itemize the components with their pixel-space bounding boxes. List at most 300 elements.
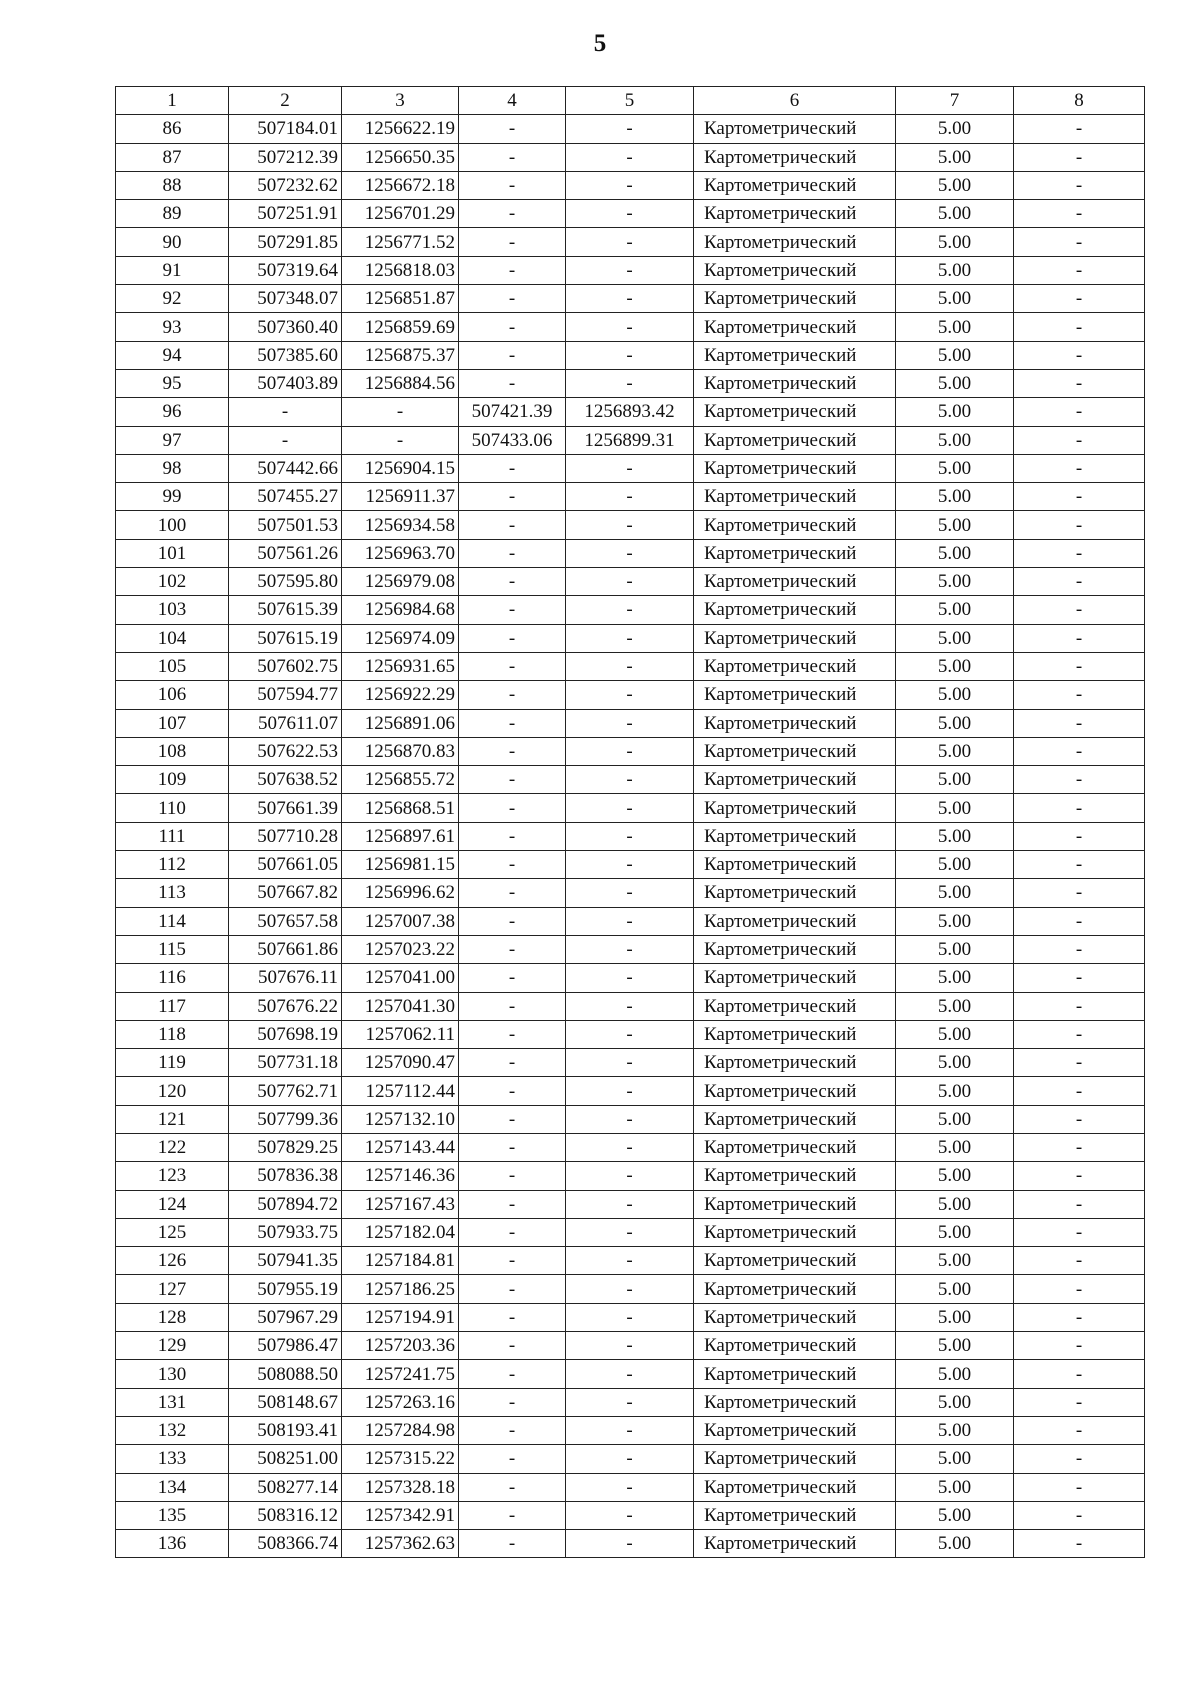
x-coordinate-cell: 507442.66 (229, 454, 342, 482)
note-cell: - (1014, 1303, 1145, 1331)
method-cell: Картометрический (694, 483, 896, 511)
method-cell: Картометрический (694, 964, 896, 992)
y-coordinate-cell: 1257342.91 (342, 1501, 459, 1529)
new-y-coordinate-cell: - (566, 200, 694, 228)
note-cell: - (1014, 1388, 1145, 1416)
method-cell: Картометрический (694, 256, 896, 284)
new-y-coordinate-cell: - (566, 1501, 694, 1529)
new-y-coordinate-cell: - (566, 228, 694, 256)
y-coordinate-cell: 1257284.98 (342, 1416, 459, 1444)
point-number-cell: 125 (116, 1218, 229, 1246)
new-y-coordinate-cell: - (566, 1303, 694, 1331)
column-header: 1 (116, 87, 229, 115)
new-x-coordinate-cell: - (459, 1162, 566, 1190)
y-coordinate-cell: 1256984.68 (342, 596, 459, 624)
note-cell: - (1014, 143, 1145, 171)
y-coordinate-cell: 1257263.16 (342, 1388, 459, 1416)
x-coordinate-cell: 507986.47 (229, 1332, 342, 1360)
x-coordinate-cell: 507615.39 (229, 596, 342, 624)
method-cell: Картометрический (694, 1388, 896, 1416)
method-cell: Картометрический (694, 624, 896, 652)
method-cell: Картометрический (694, 1501, 896, 1529)
y-coordinate-cell: 1257315.22 (342, 1445, 459, 1473)
new-x-coordinate-cell: - (459, 1049, 566, 1077)
new-x-coordinate-cell: - (459, 1332, 566, 1360)
accuracy-cell: 5.00 (896, 1360, 1014, 1388)
new-x-coordinate-cell: - (459, 851, 566, 879)
x-coordinate-cell: 507698.19 (229, 1020, 342, 1048)
note-cell: - (1014, 228, 1145, 256)
new-x-coordinate-cell: - (459, 1473, 566, 1501)
note-cell: - (1014, 369, 1145, 397)
point-number-cell: 118 (116, 1020, 229, 1048)
x-coordinate-cell: 508251.00 (229, 1445, 342, 1473)
accuracy-cell: 5.00 (896, 681, 1014, 709)
method-cell: Картометрический (694, 1105, 896, 1133)
accuracy-cell: 5.00 (896, 1473, 1014, 1501)
point-number-cell: 89 (116, 200, 229, 228)
y-coordinate-cell: 1257007.38 (342, 907, 459, 935)
new-y-coordinate-cell: - (566, 1530, 694, 1558)
method-cell: Картометрический (694, 143, 896, 171)
y-coordinate-cell: 1256981.15 (342, 851, 459, 879)
point-number-cell: 96 (116, 398, 229, 426)
table-row (116, 851, 1145, 879)
y-coordinate-cell: 1256818.03 (342, 256, 459, 284)
x-coordinate-cell: 507611.07 (229, 709, 342, 737)
new-y-coordinate-cell: - (566, 369, 694, 397)
accuracy-cell: 5.00 (896, 992, 1014, 1020)
page-number: 5 (593, 30, 607, 57)
new-y-coordinate-cell: - (566, 313, 694, 341)
accuracy-cell: 5.00 (896, 285, 1014, 313)
new-y-coordinate-cell: - (566, 766, 694, 794)
point-number-cell: 126 (116, 1247, 229, 1275)
accuracy-cell: 5.00 (896, 1275, 1014, 1303)
method-cell: Картометрический (694, 766, 896, 794)
note-cell: - (1014, 624, 1145, 652)
point-number-cell: 133 (116, 1445, 229, 1473)
point-number-cell: 86 (116, 115, 229, 143)
table-row (116, 935, 1145, 963)
point-number-cell: 122 (116, 1133, 229, 1161)
new-x-coordinate-cell: - (459, 964, 566, 992)
point-number-cell: 117 (116, 992, 229, 1020)
table-row (116, 1388, 1145, 1416)
method-cell: Картометрический (694, 1445, 896, 1473)
note-cell: - (1014, 1416, 1145, 1444)
x-coordinate-cell: 507667.82 (229, 879, 342, 907)
new-x-coordinate-cell: - (459, 737, 566, 765)
x-coordinate-cell: 507319.64 (229, 256, 342, 284)
table-row (116, 652, 1145, 680)
accuracy-cell: 5.00 (896, 964, 1014, 992)
note-cell: - (1014, 851, 1145, 879)
accuracy-cell: 5.00 (896, 737, 1014, 765)
new-y-coordinate-cell: - (566, 483, 694, 511)
new-x-coordinate-cell: - (459, 822, 566, 850)
table-row (116, 341, 1145, 369)
method-cell: Картометрический (694, 228, 896, 256)
method-cell: Картометрический (694, 1530, 896, 1558)
x-coordinate-cell: 507360.40 (229, 313, 342, 341)
y-coordinate-cell: 1256904.15 (342, 454, 459, 482)
y-coordinate-cell: 1256934.58 (342, 511, 459, 539)
method-cell: Картометрический (694, 1218, 896, 1246)
y-coordinate-cell: 1257194.91 (342, 1303, 459, 1331)
note-cell: - (1014, 794, 1145, 822)
table-row (116, 285, 1145, 313)
note-cell: - (1014, 737, 1145, 765)
new-y-coordinate-cell: - (566, 794, 694, 822)
y-coordinate-cell: 1257167.43 (342, 1190, 459, 1218)
note-cell: - (1014, 992, 1145, 1020)
point-number-cell: 103 (116, 596, 229, 624)
table-row (116, 1473, 1145, 1501)
accuracy-cell: 5.00 (896, 879, 1014, 907)
accuracy-cell: 5.00 (896, 1332, 1014, 1360)
point-number-cell: 120 (116, 1077, 229, 1105)
y-coordinate-cell: 1256650.35 (342, 143, 459, 171)
y-coordinate-cell: 1256979.08 (342, 568, 459, 596)
new-x-coordinate-cell: - (459, 992, 566, 1020)
note-cell: - (1014, 568, 1145, 596)
x-coordinate-cell: 507615.19 (229, 624, 342, 652)
note-cell: - (1014, 1275, 1145, 1303)
y-coordinate-cell: 1256974.09 (342, 624, 459, 652)
note-cell: - (1014, 1332, 1145, 1360)
point-number-cell: 100 (116, 511, 229, 539)
y-coordinate-cell: 1257362.63 (342, 1530, 459, 1558)
new-y-coordinate-cell: - (566, 964, 694, 992)
new-y-coordinate-cell: - (566, 568, 694, 596)
new-x-coordinate-cell: - (459, 1133, 566, 1161)
method-cell: Картометрический (694, 681, 896, 709)
point-number-cell: 99 (116, 483, 229, 511)
table-row (116, 1190, 1145, 1218)
method-cell: Картометрический (694, 737, 896, 765)
new-x-coordinate-cell: - (459, 1190, 566, 1218)
table-row (116, 200, 1145, 228)
point-number-cell: 93 (116, 313, 229, 341)
point-number-cell: 107 (116, 709, 229, 737)
accuracy-cell: 5.00 (896, 1530, 1014, 1558)
table-row (116, 454, 1145, 482)
point-number-cell: 112 (116, 851, 229, 879)
note-cell: - (1014, 1190, 1145, 1218)
point-number-cell: 88 (116, 171, 229, 199)
method-cell: Картометрический (694, 794, 896, 822)
y-coordinate-cell: 1257041.00 (342, 964, 459, 992)
x-coordinate-cell: 507661.05 (229, 851, 342, 879)
accuracy-cell: 5.00 (896, 766, 1014, 794)
new-x-coordinate-cell: - (459, 568, 566, 596)
accuracy-cell: 5.00 (896, 794, 1014, 822)
x-coordinate-cell: 507967.29 (229, 1303, 342, 1331)
new-x-coordinate-cell: - (459, 1501, 566, 1529)
point-number-cell: 123 (116, 1162, 229, 1190)
point-number-cell: 116 (116, 964, 229, 992)
table-row (116, 398, 1145, 426)
method-cell: Картометрический (694, 313, 896, 341)
new-y-coordinate-cell: 1256893.42 (566, 398, 694, 426)
method-cell: Картометрический (694, 1049, 896, 1077)
x-coordinate-cell: 507622.53 (229, 737, 342, 765)
new-y-coordinate-cell: - (566, 1275, 694, 1303)
point-number-cell: 87 (116, 143, 229, 171)
y-coordinate-cell: 1257184.81 (342, 1247, 459, 1275)
accuracy-cell: 5.00 (896, 1162, 1014, 1190)
y-coordinate-cell: 1257112.44 (342, 1077, 459, 1105)
table-row (116, 596, 1145, 624)
method-cell: Картометрический (694, 652, 896, 680)
x-coordinate-cell: 507594.77 (229, 681, 342, 709)
column-header: 5 (566, 87, 694, 115)
note-cell: - (1014, 1133, 1145, 1161)
y-coordinate-cell: 1257241.75 (342, 1360, 459, 1388)
new-x-coordinate-cell: - (459, 313, 566, 341)
note-cell: - (1014, 1218, 1145, 1246)
y-coordinate-cell: 1256672.18 (342, 171, 459, 199)
new-x-coordinate-cell: - (459, 115, 566, 143)
table-row (116, 228, 1145, 256)
point-number-cell: 121 (116, 1105, 229, 1133)
new-x-coordinate-cell: - (459, 935, 566, 963)
table-row (116, 709, 1145, 737)
new-x-coordinate-cell: - (459, 1105, 566, 1133)
new-y-coordinate-cell: - (566, 1416, 694, 1444)
new-y-coordinate-cell: 1256899.31 (566, 426, 694, 454)
new-y-coordinate-cell: - (566, 992, 694, 1020)
point-number-cell: 124 (116, 1190, 229, 1218)
new-x-coordinate-cell: - (459, 285, 566, 313)
new-x-coordinate-cell: - (459, 1303, 566, 1331)
new-y-coordinate-cell: - (566, 681, 694, 709)
accuracy-cell: 5.00 (896, 1133, 1014, 1161)
new-y-coordinate-cell: - (566, 596, 694, 624)
note-cell: - (1014, 1501, 1145, 1529)
point-number-cell: 135 (116, 1501, 229, 1529)
y-coordinate-cell: 1256996.62 (342, 879, 459, 907)
new-x-coordinate-cell: - (459, 596, 566, 624)
note-cell: - (1014, 1105, 1145, 1133)
accuracy-cell: 5.00 (896, 851, 1014, 879)
note-cell: - (1014, 454, 1145, 482)
new-x-coordinate-cell: - (459, 341, 566, 369)
accuracy-cell: 5.00 (896, 1190, 1014, 1218)
point-number-cell: 134 (116, 1473, 229, 1501)
new-x-coordinate-cell: - (459, 1360, 566, 1388)
note-cell: - (1014, 709, 1145, 737)
accuracy-cell: 5.00 (896, 1501, 1014, 1529)
accuracy-cell: 5.00 (896, 907, 1014, 935)
x-coordinate-cell: 507676.22 (229, 992, 342, 1020)
point-number-cell: 115 (116, 935, 229, 963)
accuracy-cell: 5.00 (896, 341, 1014, 369)
table-row (116, 1360, 1145, 1388)
y-coordinate-cell: 1257328.18 (342, 1473, 459, 1501)
table-row (116, 794, 1145, 822)
method-cell: Картометрический (694, 907, 896, 935)
y-coordinate-cell: 1256875.37 (342, 341, 459, 369)
x-coordinate-cell: 508088.50 (229, 1360, 342, 1388)
x-coordinate-cell: 507602.75 (229, 652, 342, 680)
y-coordinate-cell: 1257041.30 (342, 992, 459, 1020)
note-cell: - (1014, 1360, 1145, 1388)
x-coordinate-cell: 507829.25 (229, 1133, 342, 1161)
point-number-cell: 109 (116, 766, 229, 794)
new-y-coordinate-cell: - (566, 737, 694, 765)
accuracy-cell: 5.00 (896, 313, 1014, 341)
new-x-coordinate-cell: - (459, 511, 566, 539)
x-coordinate-cell: 507403.89 (229, 369, 342, 397)
new-y-coordinate-cell: - (566, 1162, 694, 1190)
accuracy-cell: 5.00 (896, 624, 1014, 652)
accuracy-cell: 5.00 (896, 652, 1014, 680)
new-y-coordinate-cell: - (566, 1133, 694, 1161)
new-y-coordinate-cell: - (566, 709, 694, 737)
x-coordinate-cell: 507710.28 (229, 822, 342, 850)
point-number-cell: 127 (116, 1275, 229, 1303)
new-x-coordinate-cell: - (459, 624, 566, 652)
table-header-row (116, 87, 1145, 115)
accuracy-cell: 5.00 (896, 511, 1014, 539)
method-cell: Картометрический (694, 1020, 896, 1048)
accuracy-cell: 5.00 (896, 1077, 1014, 1105)
accuracy-cell: 5.00 (896, 369, 1014, 397)
x-coordinate-cell: 508316.12 (229, 1501, 342, 1529)
note-cell: - (1014, 596, 1145, 624)
y-coordinate-cell: 1256701.29 (342, 200, 459, 228)
accuracy-cell: 5.00 (896, 596, 1014, 624)
new-x-coordinate-cell: - (459, 1247, 566, 1275)
method-cell: Картометрический (694, 200, 896, 228)
point-number-cell: 128 (116, 1303, 229, 1331)
note-cell: - (1014, 1049, 1145, 1077)
new-x-coordinate-cell: - (459, 483, 566, 511)
method-cell: Картометрический (694, 1190, 896, 1218)
new-y-coordinate-cell: - (566, 1020, 694, 1048)
table-row (116, 171, 1145, 199)
y-coordinate-cell: 1256911.37 (342, 483, 459, 511)
x-coordinate-cell: 507212.39 (229, 143, 342, 171)
point-number-cell: 95 (116, 369, 229, 397)
accuracy-cell: 5.00 (896, 1105, 1014, 1133)
method-cell: Картометрический (694, 1332, 896, 1360)
accuracy-cell: 5.00 (896, 426, 1014, 454)
point-number-cell: 105 (116, 652, 229, 680)
y-coordinate-cell: - (342, 398, 459, 426)
column-header: 2 (229, 87, 342, 115)
x-coordinate-cell: 507595.80 (229, 568, 342, 596)
new-y-coordinate-cell: - (566, 256, 694, 284)
y-coordinate-cell: 1256859.69 (342, 313, 459, 341)
note-cell: - (1014, 1020, 1145, 1048)
new-y-coordinate-cell: - (566, 935, 694, 963)
accuracy-cell: 5.00 (896, 1303, 1014, 1331)
accuracy-cell: 5.00 (896, 1247, 1014, 1275)
table-row (116, 1332, 1145, 1360)
new-x-coordinate-cell: - (459, 766, 566, 794)
point-number-cell: 106 (116, 681, 229, 709)
new-x-coordinate-cell: - (459, 200, 566, 228)
y-coordinate-cell: 1256855.72 (342, 766, 459, 794)
method-cell: Картометрический (694, 369, 896, 397)
y-coordinate-cell: 1256931.65 (342, 652, 459, 680)
method-cell: Картометрический (694, 398, 896, 426)
y-coordinate-cell: 1257090.47 (342, 1049, 459, 1077)
new-x-coordinate-cell: - (459, 143, 566, 171)
y-coordinate-cell: - (342, 426, 459, 454)
new-x-coordinate-cell: - (459, 454, 566, 482)
x-coordinate-cell: 507955.19 (229, 1275, 342, 1303)
accuracy-cell: 5.00 (896, 1416, 1014, 1444)
x-coordinate-cell: 507676.11 (229, 964, 342, 992)
coordinates-table (115, 86, 1145, 1558)
new-x-coordinate-cell: - (459, 1020, 566, 1048)
note-cell: - (1014, 511, 1145, 539)
table-row (116, 1077, 1145, 1105)
x-coordinate-cell: 507291.85 (229, 228, 342, 256)
new-y-coordinate-cell: - (566, 851, 694, 879)
column-header: 4 (459, 87, 566, 115)
new-x-coordinate-cell: - (459, 794, 566, 822)
table-row (116, 1247, 1145, 1275)
point-number-cell: 114 (116, 907, 229, 935)
note-cell: - (1014, 115, 1145, 143)
new-x-coordinate-cell: - (459, 907, 566, 935)
method-cell: Картометрический (694, 1133, 896, 1161)
note-cell: - (1014, 200, 1145, 228)
table-row (116, 1501, 1145, 1529)
new-y-coordinate-cell: - (566, 341, 694, 369)
x-coordinate-cell: 507933.75 (229, 1218, 342, 1246)
y-coordinate-cell: 1257146.36 (342, 1162, 459, 1190)
x-coordinate-cell: 507799.36 (229, 1105, 342, 1133)
note-cell: - (1014, 879, 1145, 907)
method-cell: Картометрический (694, 992, 896, 1020)
table-row (116, 766, 1145, 794)
table-row (116, 1275, 1145, 1303)
method-cell: Картометрический (694, 1247, 896, 1275)
new-x-coordinate-cell: - (459, 369, 566, 397)
point-number-cell: 129 (116, 1332, 229, 1360)
method-cell: Картометрический (694, 1416, 896, 1444)
method-cell: Картометрический (694, 1303, 896, 1331)
note-cell: - (1014, 483, 1145, 511)
note-cell: - (1014, 935, 1145, 963)
x-coordinate-cell: 508193.41 (229, 1416, 342, 1444)
accuracy-cell: 5.00 (896, 1218, 1014, 1246)
x-coordinate-cell: 507762.71 (229, 1077, 342, 1105)
x-coordinate-cell: 508277.14 (229, 1473, 342, 1501)
table-row (116, 426, 1145, 454)
x-coordinate-cell: 507348.07 (229, 285, 342, 313)
table-row (116, 737, 1145, 765)
point-number-cell: 90 (116, 228, 229, 256)
point-number-cell: 91 (116, 256, 229, 284)
note-cell: - (1014, 1473, 1145, 1501)
accuracy-cell: 5.00 (896, 539, 1014, 567)
method-cell: Картометрический (694, 935, 896, 963)
method-cell: Картометрический (694, 1162, 896, 1190)
new-y-coordinate-cell: - (566, 1473, 694, 1501)
y-coordinate-cell: 1256897.61 (342, 822, 459, 850)
new-y-coordinate-cell: - (566, 115, 694, 143)
point-number-cell: 98 (116, 454, 229, 482)
note-cell: - (1014, 1445, 1145, 1473)
note-cell: - (1014, 256, 1145, 284)
